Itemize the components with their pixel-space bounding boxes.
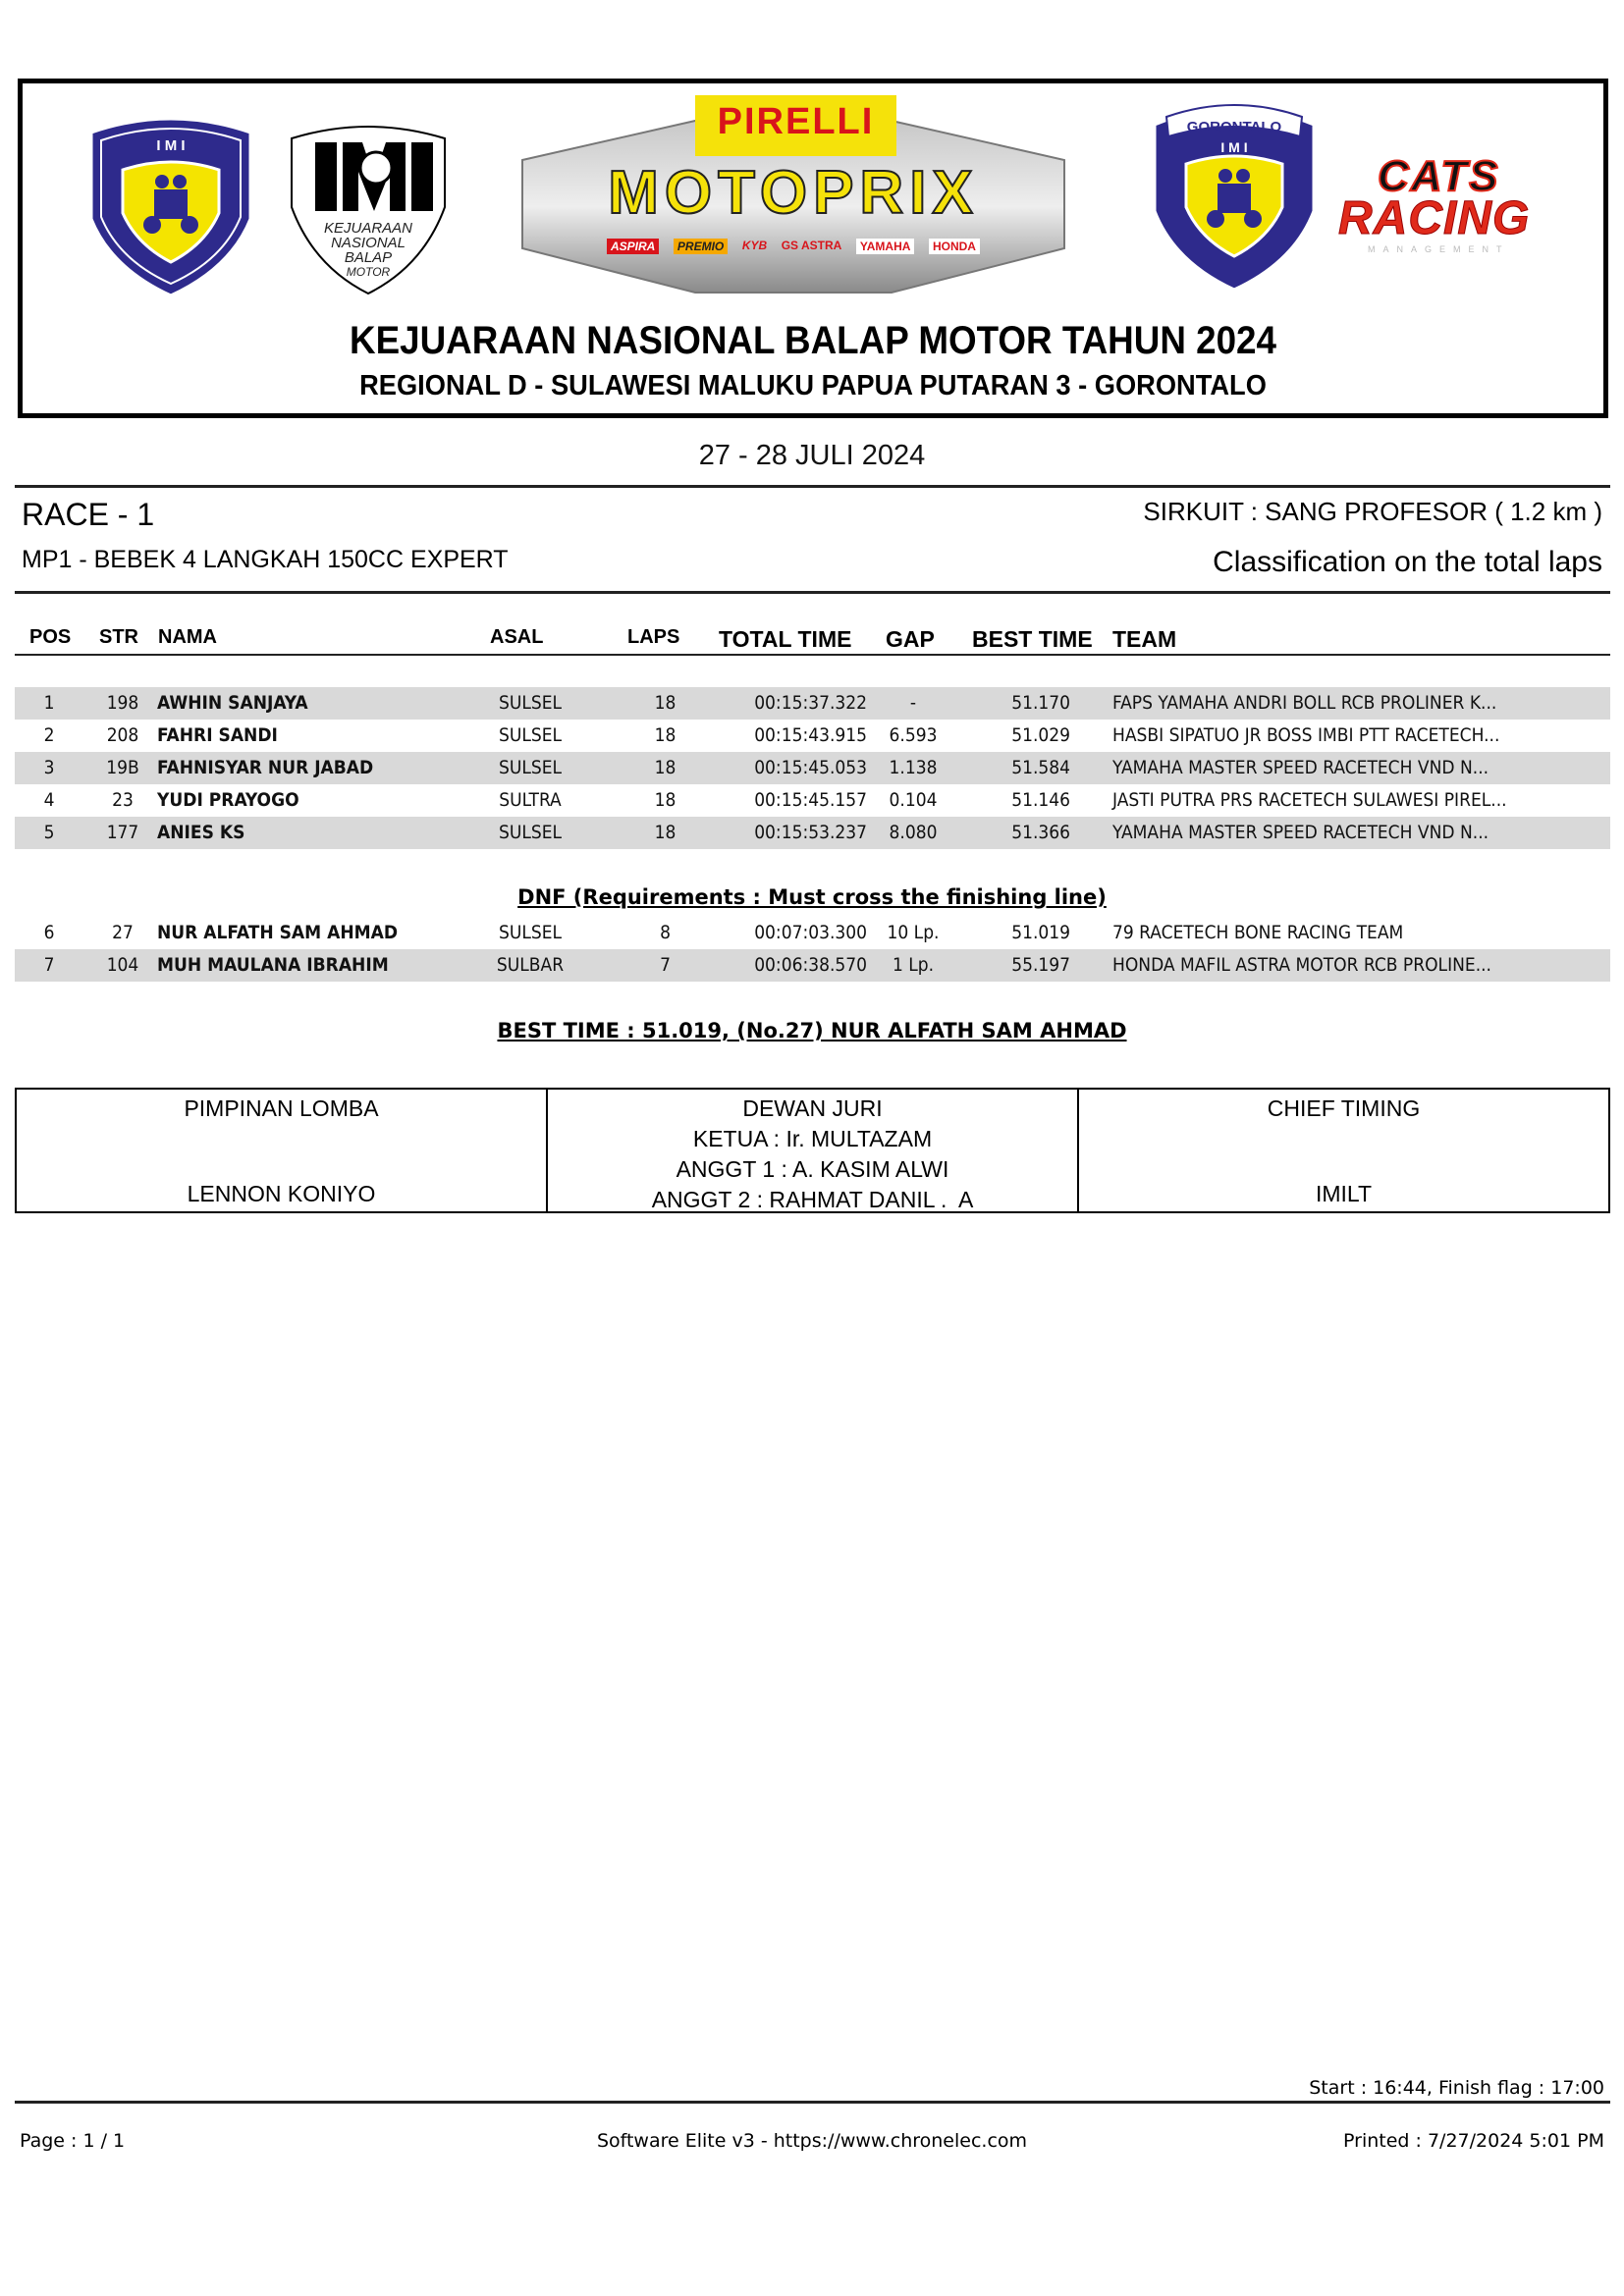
cell-gap: 8.080 [889, 822, 938, 843]
cell-best-time: 51.366 [1011, 822, 1070, 843]
cell-laps: 18 [654, 692, 677, 714]
cell-asal: SULSEL [498, 922, 563, 943]
cell-laps: 18 [654, 757, 677, 778]
printed-timestamp: Printed : 7/27/2024 5:01 PM [1343, 2130, 1604, 2152]
cell-team: 79 RACETECH BONE RACING TEAM [1112, 922, 1404, 943]
divider [15, 591, 1610, 594]
col-header-str: STR [99, 626, 138, 648]
cell-gap: - [909, 692, 917, 714]
race-category: MP1 - BEBEK 4 LANGKAH 150CC EXPERT [22, 546, 509, 573]
col-header-team: TEAM [1112, 626, 1177, 652]
divider [15, 654, 1610, 656]
cell-total-time: 00:15:43.915 [754, 724, 867, 746]
cell-total-time: 00:15:37.322 [754, 692, 867, 714]
cell-laps: 18 [654, 789, 677, 811]
cell-total-time: 00:06:38.570 [754, 954, 867, 976]
sponsor-gs-astra: GS ASTRA [781, 239, 842, 252]
cell-gap: 0.104 [889, 789, 938, 811]
table-row [15, 687, 1610, 720]
col-header-asal: ASAL [490, 626, 544, 648]
jury-members [548, 1124, 1077, 1215]
cell-name: ANIES KS [157, 822, 245, 843]
table-row [15, 784, 1610, 817]
cell-str: 177 [106, 822, 139, 843]
race-director-name: LENNON KONIYO [187, 1181, 376, 1206]
cell-name: NUR ALFATH SAM AHMAD [157, 922, 399, 943]
cell-team: HASBI SIPATUO JR BOSS IMBI PTT RACETECH... [1112, 724, 1500, 746]
race-label: RACE - 1 [22, 497, 155, 532]
cell-total-time: 00:15:45.157 [754, 789, 867, 811]
cell-best-time: 51.019 [1011, 922, 1070, 943]
kejurnas-logo [286, 119, 451, 295]
cell-name: FAHNISYAR NUR JABAD [157, 757, 374, 778]
cell-total-time: 00:07:03.300 [754, 922, 867, 943]
cats-racing-logo [1338, 152, 1574, 260]
table-row [15, 917, 1610, 949]
cell-name: AWHIN SANJAYA [157, 692, 308, 714]
cell-pos: 5 [43, 822, 55, 843]
motoprix-wordmark: MOTOPRIX [608, 159, 979, 227]
software-credit: Software Elite v3 - https://www.chronelec.com [596, 2130, 1028, 2152]
table-row [15, 817, 1610, 849]
racing-wordmark: RACING [1338, 192, 1531, 244]
imi-text: I M I [1220, 139, 1248, 155]
cell-str: 27 [112, 922, 134, 943]
cell-gap: 1.138 [889, 757, 938, 778]
sponsor-strip [607, 239, 980, 254]
event-banner [18, 79, 1608, 418]
cell-laps: 8 [660, 922, 671, 943]
cell-asal: SULSEL [498, 692, 563, 714]
cell-team: JASTI PUTRA PRS RACETECH SULAWESI PIREL... [1112, 789, 1507, 811]
cell-asal: SULTRA [499, 789, 562, 811]
page-number: Page : 1 / 1 [20, 2130, 126, 2152]
cell-str: 23 [112, 789, 134, 811]
table-row [15, 949, 1610, 982]
cell-pos: 6 [43, 922, 55, 943]
cell-pos: 2 [43, 724, 55, 746]
cell-asal: SULSEL [498, 757, 563, 778]
cell-best-time: 55.197 [1011, 954, 1070, 976]
col-header-gap: GAP [886, 626, 935, 652]
officials-box [15, 1088, 1610, 1213]
sponsor-premio: PREMIO [674, 239, 728, 254]
cats-wordmark: CATS [1378, 152, 1500, 200]
imi-logo [83, 111, 258, 297]
cell-team: YAMAHA MASTER SPEED RACETECH VND N... [1112, 822, 1489, 843]
cell-team: YAMAHA MASTER SPEED RACETECH VND N... [1112, 757, 1489, 778]
cell-laps: 18 [654, 822, 677, 843]
cell-asal: SULSEL [498, 724, 563, 746]
cell-pos: 7 [43, 954, 55, 976]
divider [15, 485, 1610, 488]
cell-team: FAPS YAMAHA ANDRI BOLL RCB PROLINER K... [1112, 692, 1497, 714]
table-row [15, 720, 1610, 752]
jury-cell [546, 1090, 1077, 1211]
pirelli-wordmark: PIRELLI [717, 101, 875, 142]
cell-pos: 1 [43, 692, 55, 714]
dnf-heading: DNF (Requirements : Must cross the finishing line) [517, 885, 1107, 909]
imi-logo-text: I M I [156, 137, 186, 154]
jury-member: ANGGT 1 : A. KASIM ALWI [676, 1156, 949, 1182]
kejurnas-line: KEJUARAAN [323, 220, 413, 237]
sponsor-aspira: ASPIRA [607, 239, 659, 254]
cell-laps: 18 [654, 724, 677, 746]
jury-member: ANGGT 2 : RAHMAT DANIL . A [651, 1187, 974, 1212]
cell-asal: SULSEL [498, 822, 563, 843]
kejurnas-text [286, 221, 451, 280]
classification-label: Classification on the total laps [1213, 546, 1602, 578]
cell-str: 19B [106, 757, 139, 778]
jury-member: KETUA : Ir. MULTAZAM [692, 1126, 933, 1151]
championship-title: KEJUARAAN NASIONAL BALAP MOTOR TAHUN 2024 [350, 319, 1276, 362]
kejurnas-line: NASIONAL [331, 235, 406, 251]
cell-gap: 10 Lp. [887, 922, 940, 943]
sponsor-honda: HONDA [929, 239, 980, 254]
gorontalo-text: GORONTALO [1186, 119, 1282, 135]
cell-name: YUDI PRAYOGO [157, 789, 299, 811]
col-header-laps: LAPS [627, 626, 680, 648]
chief-timing-cell [1077, 1090, 1608, 1211]
cell-gap: 6.593 [889, 724, 938, 746]
event-date: 27 - 28 JULI 2024 [698, 440, 926, 471]
management-wordmark: MANAGEMENT [1368, 244, 1510, 254]
circuit-label: SIRKUIT : SANG PROFESOR ( 1.2 km ) [1143, 497, 1602, 526]
chief-timing-title: CHIEF TIMING [1267, 1095, 1421, 1121]
col-header-total-time: TOTAL TIME [719, 626, 852, 652]
col-header-name: NAMA [158, 626, 217, 648]
divider [15, 2101, 1610, 2104]
jury-title: DEWAN JURI [742, 1095, 883, 1121]
championship-subtitle: REGIONAL D - SULAWESI MALUKU PAPUA PUTARAN 3 - GORONTALO [359, 370, 1267, 401]
cell-laps: 7 [660, 954, 671, 976]
cell-best-time: 51.146 [1011, 789, 1070, 811]
chief-timing-name: IMILT [1315, 1181, 1373, 1206]
imi-gorontalo-logo [1147, 95, 1322, 292]
race-director-cell [17, 1090, 546, 1211]
cell-name: MUH MAULANA IBRAHIM [157, 954, 389, 976]
cell-str: 208 [106, 724, 139, 746]
start-finish-times: Start : 16:44, Finish flag : 17:00 [1309, 2077, 1604, 2099]
cell-asal: SULBAR [496, 954, 565, 976]
col-header-best-time: BEST TIME [972, 626, 1093, 652]
cell-pos: 4 [43, 789, 55, 811]
kejurnas-line: MOTOR [346, 265, 391, 279]
cell-pos: 3 [43, 757, 55, 778]
cell-team: HONDA MAFIL ASTRA MOTOR RCB PROLINE... [1112, 954, 1491, 976]
best-time-summary: BEST TIME : 51.019, (No.27) NUR ALFATH SAM AHMAD [497, 1019, 1127, 1042]
imi-shield-icon [83, 111, 258, 297]
sponsor-yamaha: YAMAHA [856, 239, 915, 254]
cell-total-time: 00:15:45.053 [754, 757, 867, 778]
cell-best-time: 51.170 [1011, 692, 1070, 714]
pirelli-motoprix-logo [518, 91, 1068, 297]
cell-str: 198 [106, 692, 139, 714]
cell-best-time: 51.584 [1011, 757, 1070, 778]
cell-total-time: 00:15:53.237 [754, 822, 867, 843]
kejurnas-line: BALAP [344, 249, 393, 266]
race-director-title: PIMPINAN LOMBA [184, 1095, 379, 1121]
cell-gap: 1 Lp. [892, 954, 935, 976]
cell-name: FAHRI SANDI [157, 724, 278, 746]
imi-gorontalo-shield-icon [1147, 95, 1322, 292]
col-header-pos: POS [29, 626, 72, 648]
sponsor-kyb: KYB [741, 239, 768, 252]
table-row [15, 752, 1610, 784]
cell-best-time: 51.029 [1011, 724, 1070, 746]
cell-str: 104 [106, 954, 139, 976]
